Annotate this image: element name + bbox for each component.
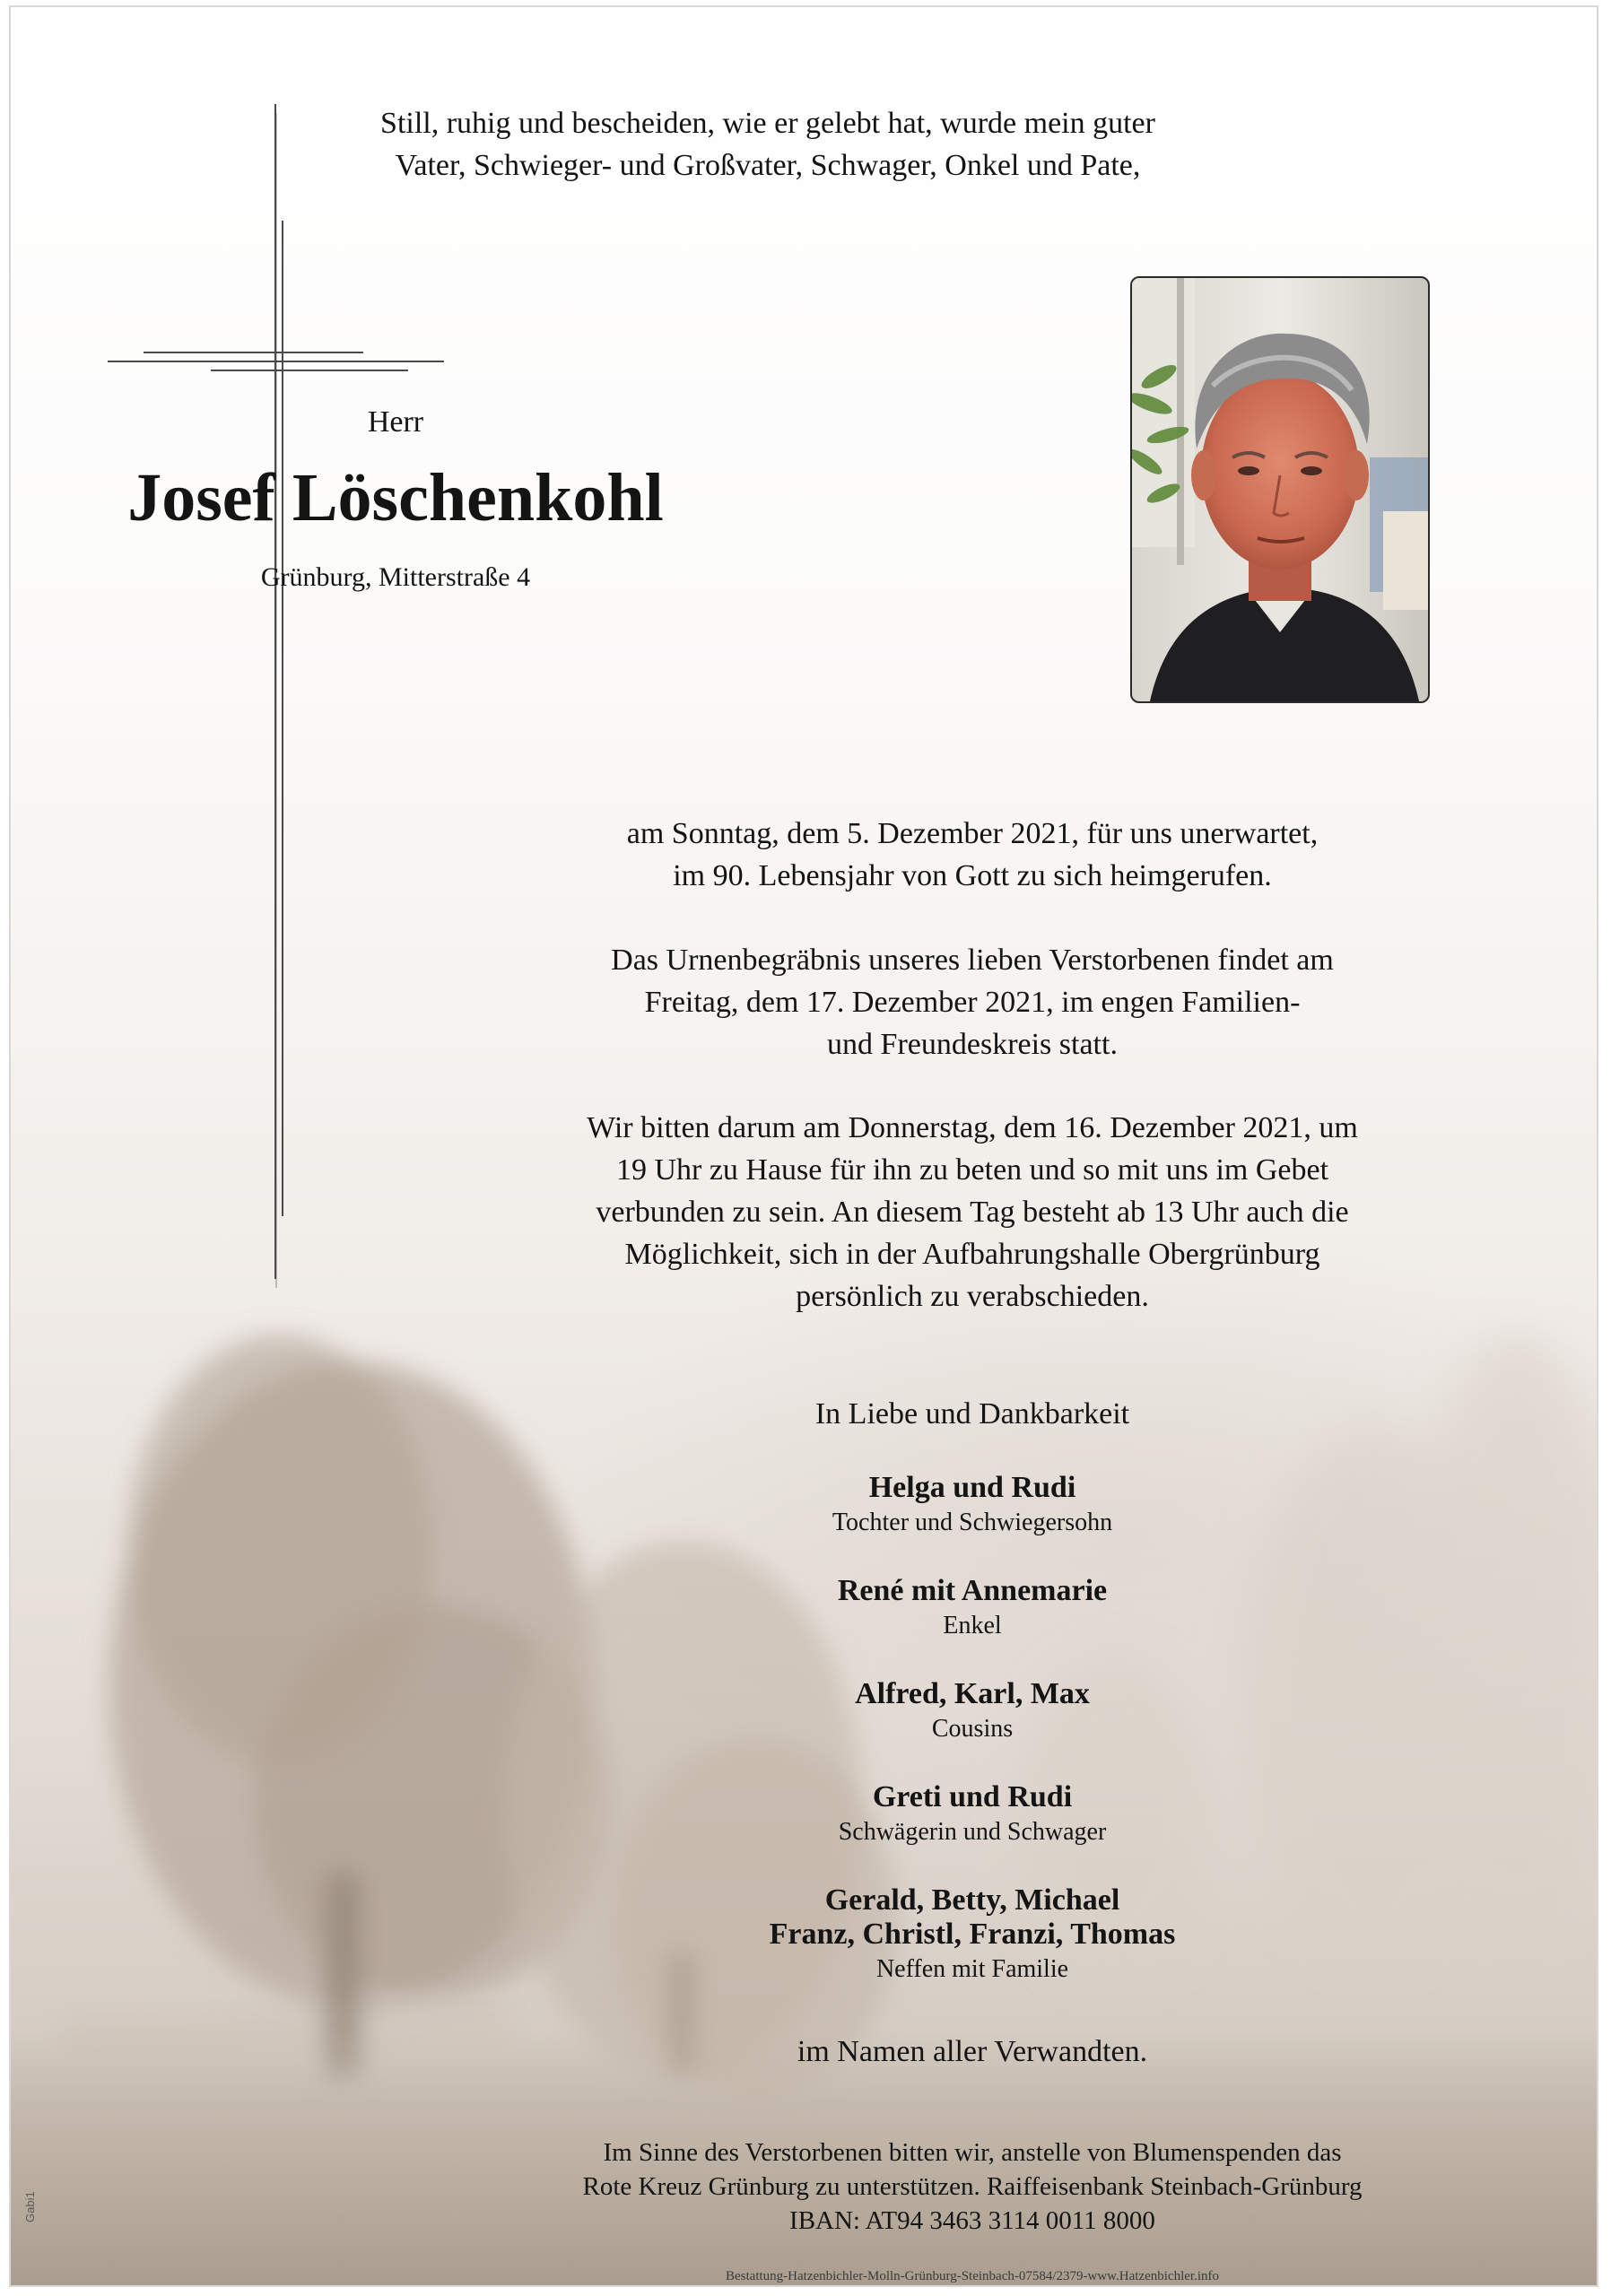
prayer-line-1: Wir bitten darum am Donnerstag, dem 16. Dezember 2021, um (587, 1111, 1358, 1144)
mourner-group-relation: Neffen mit Familie (875, 1955, 1069, 1983)
salutation: Herr (367, 405, 424, 439)
portrait-photo (1130, 276, 1430, 703)
passing-line-1: am Sonntag, dem 5. Dezember 2021, für uns unerwartet, (626, 817, 1319, 850)
donation-iban: IBAN: AT94 3463 3114 0011 8000 (789, 2206, 1155, 2235)
deceased-name: Josef Löschenkohl (127, 460, 664, 535)
burial-line-3: und Freundeskreis statt. (827, 1028, 1118, 1061)
burial-line-1: Das Urnenbegräbnis unseres lieben Verstorbenen findet am (611, 944, 1334, 977)
mourner-group-names: Gerald, Betty, Michael (824, 1883, 1120, 1917)
mourner-group-names: René mit Annemarie (837, 1574, 1108, 1607)
mourner-group-names: Franz, Christl, Franzi, Thomas (769, 1918, 1176, 1951)
side-note: Gabi1 (23, 2191, 37, 2222)
prayer-line-2: 19 Uhr zu Hause für ihn zu beten und so mit uns im Gebet (615, 1153, 1329, 1187)
mourner-group-names: Greti und Rudi (872, 1780, 1073, 1813)
mourner-group-relation: Schwägerin und Schwager (838, 1818, 1107, 1846)
intro-line-2: Vater, Schwieger- und Großvater, Schwager, Onkel und Pate, (395, 149, 1141, 182)
mourner-group-relation: Cousins (931, 1715, 1014, 1743)
mourner-group-names: Alfred, Karl, Max (855, 1677, 1090, 1710)
burial-line-2: Freitag, dem 17. Dezember 2021, im engen Familien- (644, 986, 1301, 1019)
deceased-address: Grünburg, Mitterstraße 4 (260, 562, 531, 592)
mourner-group-relation: Tochter und Schwiegersohn (832, 1509, 1113, 1536)
prayer-line-4: Möglichkeit, sich in der Aufbahrungshalle Obergrünburg (624, 1238, 1320, 1271)
prayer-line-3: verbunden zu sein. An diesem Tag besteht ab 13 Uhr auch die (596, 1196, 1349, 1229)
prayer-line-5: persönlich zu verabschieden. (796, 1280, 1149, 1313)
intro-line-1: Still, ruhig und bescheiden, wie er gelebt hat, wurde mein guter (380, 107, 1155, 140)
funeral-home-footer: Bestattung-Hatzenbichler-Molln-Grünburg-Steinbach-07584/2379-www.Hatzenbichler.info (726, 2269, 1219, 2283)
mourners-closing: im Namen aller Verwandten. (797, 2035, 1148, 2068)
mourner-group-relation: Enkel (943, 1612, 1002, 1639)
obituary-card (9, 5, 1598, 2287)
donation-line-2: Rote Kreuz Grünburg zu unterstützen. Raiffeisenbank Steinbach-Grünburg (582, 2172, 1363, 2201)
mourner-group-names: Helga und Rudi (868, 1471, 1076, 1504)
mourners-heading: In Liebe und Dankbarkeit (814, 1397, 1130, 1431)
donation-line-1: Im Sinne des Verstorbenen bitten wir, anstelle von Blumenspenden das (603, 2138, 1342, 2167)
passing-line-2: im 90. Lebensjahr von Gott zu sich heimgerufen. (673, 859, 1272, 892)
